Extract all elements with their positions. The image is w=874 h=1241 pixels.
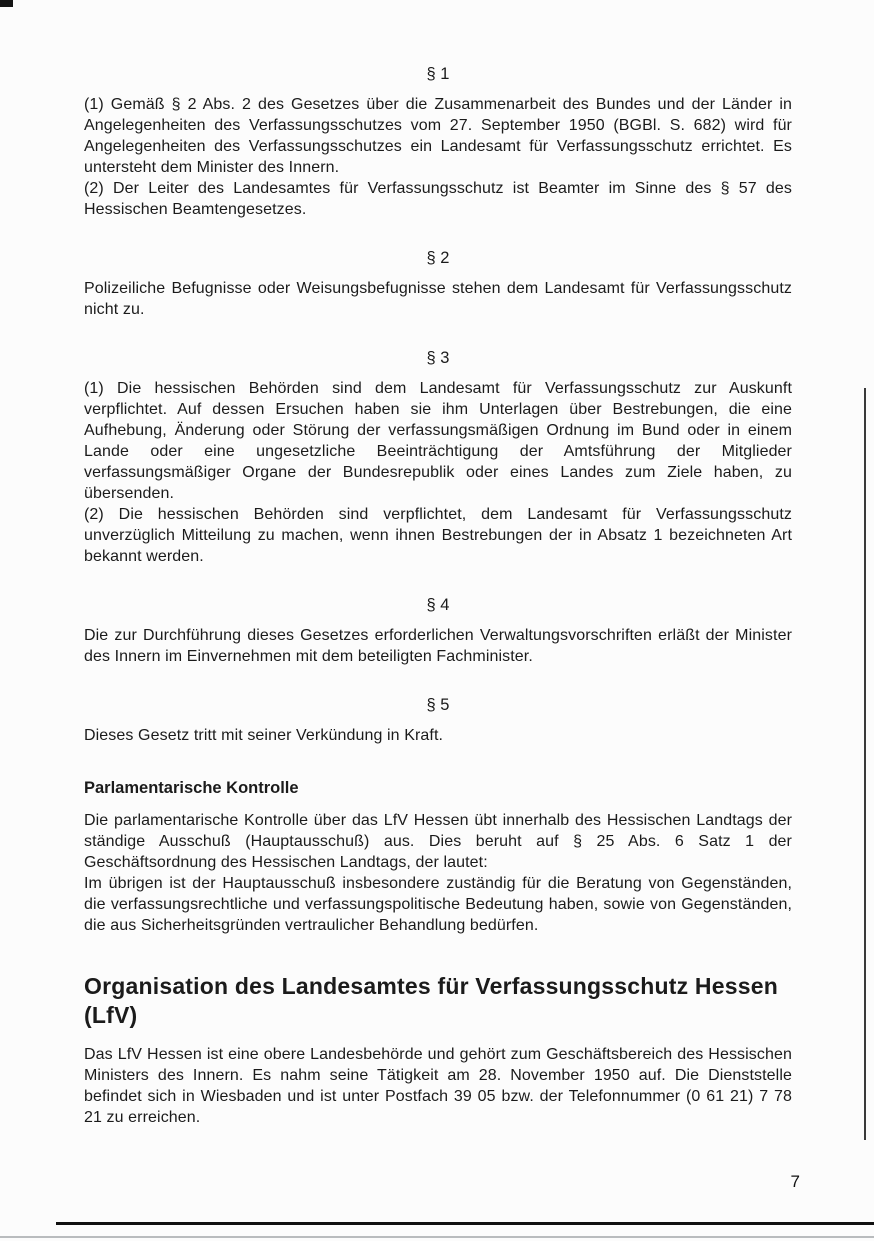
paragraph: Die parlamentarische Kontrolle über das LfV Hessen übt innerhalb des Hessischen Landtags der ständige Ausschuß (Hauptausschuß) aus. Dies beruht auf § 25 Abs. 6 Satz 1 der Geschäftsordnung des Hessischen Landtags, der lautet: — [84, 812, 792, 871]
paragraph: Polizeiliche Befugnisse oder Weisungsbefugnisse stehen dem Landesamt für Verfassungsschutz nicht zu. — [84, 280, 792, 318]
section-heading: § 2 — [426, 249, 450, 267]
document-page-content — [84, 64, 792, 1128]
subsection-heading: Parlamentarische Kontrolle — [84, 779, 299, 797]
section-heading: § 3 — [426, 349, 450, 367]
paragraph: Dieses Gesetz tritt mit seiner Verkündung in Kraft. — [84, 727, 444, 744]
law-section-4 — [84, 595, 792, 667]
paragraph: (2) Der Leiter des Landesamtes für Verfassungsschutz ist Beamter im Sinne des § 57 des Hessischen Beamtengesetzes. — [84, 180, 792, 218]
paragraph: (1) Die hessischen Behörden sind dem Landesamt für Verfassungsschutz zur Auskunft verpflichtet. Auf dessen Ersuchen haben sie ihm Unterlagen über Bestrebungen, die eine Aufhebung, Änderung oder Störung der verfassungsmäßigen Ordnung im Bund oder in einem Lande oder eine ungesetzliche Beeinträchtigung der Amtsführung der Mitglieder verfassungsmäßiger Organe der Bundesrepublik oder eines Landes zum Ziele haben, zu übersenden. — [84, 380, 792, 502]
section-heading: § 1 — [426, 65, 450, 83]
section-parlamentarische-kontrolle — [84, 778, 792, 936]
chapter-heading: Organisation des Landesamtes für Verfassungsschutz Hessen (LfV) — [84, 973, 778, 1028]
law-section-1 — [84, 64, 792, 220]
law-section-5 — [84, 695, 792, 746]
scan-artifact-bottom-line-light — [0, 1236, 874, 1238]
section-organisation-lfv — [84, 972, 792, 1128]
law-section-3 — [84, 348, 792, 567]
paragraph: Die zur Durchführung dieses Gesetzes erforderlichen Verwaltungsvorschriften erläßt der Minister des Innern im Einvernehmen mit dem beteiligten Fachminister. — [84, 627, 792, 665]
scan-artifact-bottom-line-dark — [56, 1222, 874, 1225]
scan-artifact-vertical-line — [864, 388, 866, 1140]
paragraph: (2) Die hessischen Behörden sind verpflichtet, dem Landesamt für Verfassungsschutz unverzüglich Mitteilung zu machen, wenn ihnen Bestrebungen der in Absatz 1 bezeichneten Art bekannt werden. — [84, 506, 792, 565]
paragraph: Das LfV Hessen ist eine obere Landesbehörde und gehört zum Geschäftsbereich des Hessischen Ministers des Innern. Es nahm seine Tätigkeit am 28. November 1950 auf. Die Dienststelle befindet sich in Wiesbaden und ist unter Postfach 39 05 bzw. der Telefonnummer (0 61 21) 7 78 21 zu erreichen. — [84, 1046, 792, 1126]
page-number: 7 — [790, 1172, 800, 1191]
paragraph: (1) Gemäß § 2 Abs. 2 des Gesetzes über die Zusammenarbeit des Bundes und der Länder in Angelegenheiten des Verfassungsschutzes vom 27. September 1950 (BGBl. S. 682) wird für Angelegenheiten des Verfassungsschutzes ein Landesamt für Verfassungsschutz errichtet. Es untersteht dem Minister des Innern. — [84, 96, 792, 176]
law-section-2 — [84, 248, 792, 320]
section-heading: § 5 — [426, 696, 450, 714]
paragraph: Im übrigen ist der Hauptausschuß insbesondere zuständig für die Beratung von Gegenständen, die verfassungsrechtliche und verfassungspolitische Bedeutung haben, sowie von Gegenständen, die aus Sicherheitsgründen vertraulicher Behandlung bedürfen. — [84, 875, 792, 934]
section-heading: § 4 — [426, 596, 450, 614]
scan-artifact-corner-mark — [0, 0, 13, 7]
